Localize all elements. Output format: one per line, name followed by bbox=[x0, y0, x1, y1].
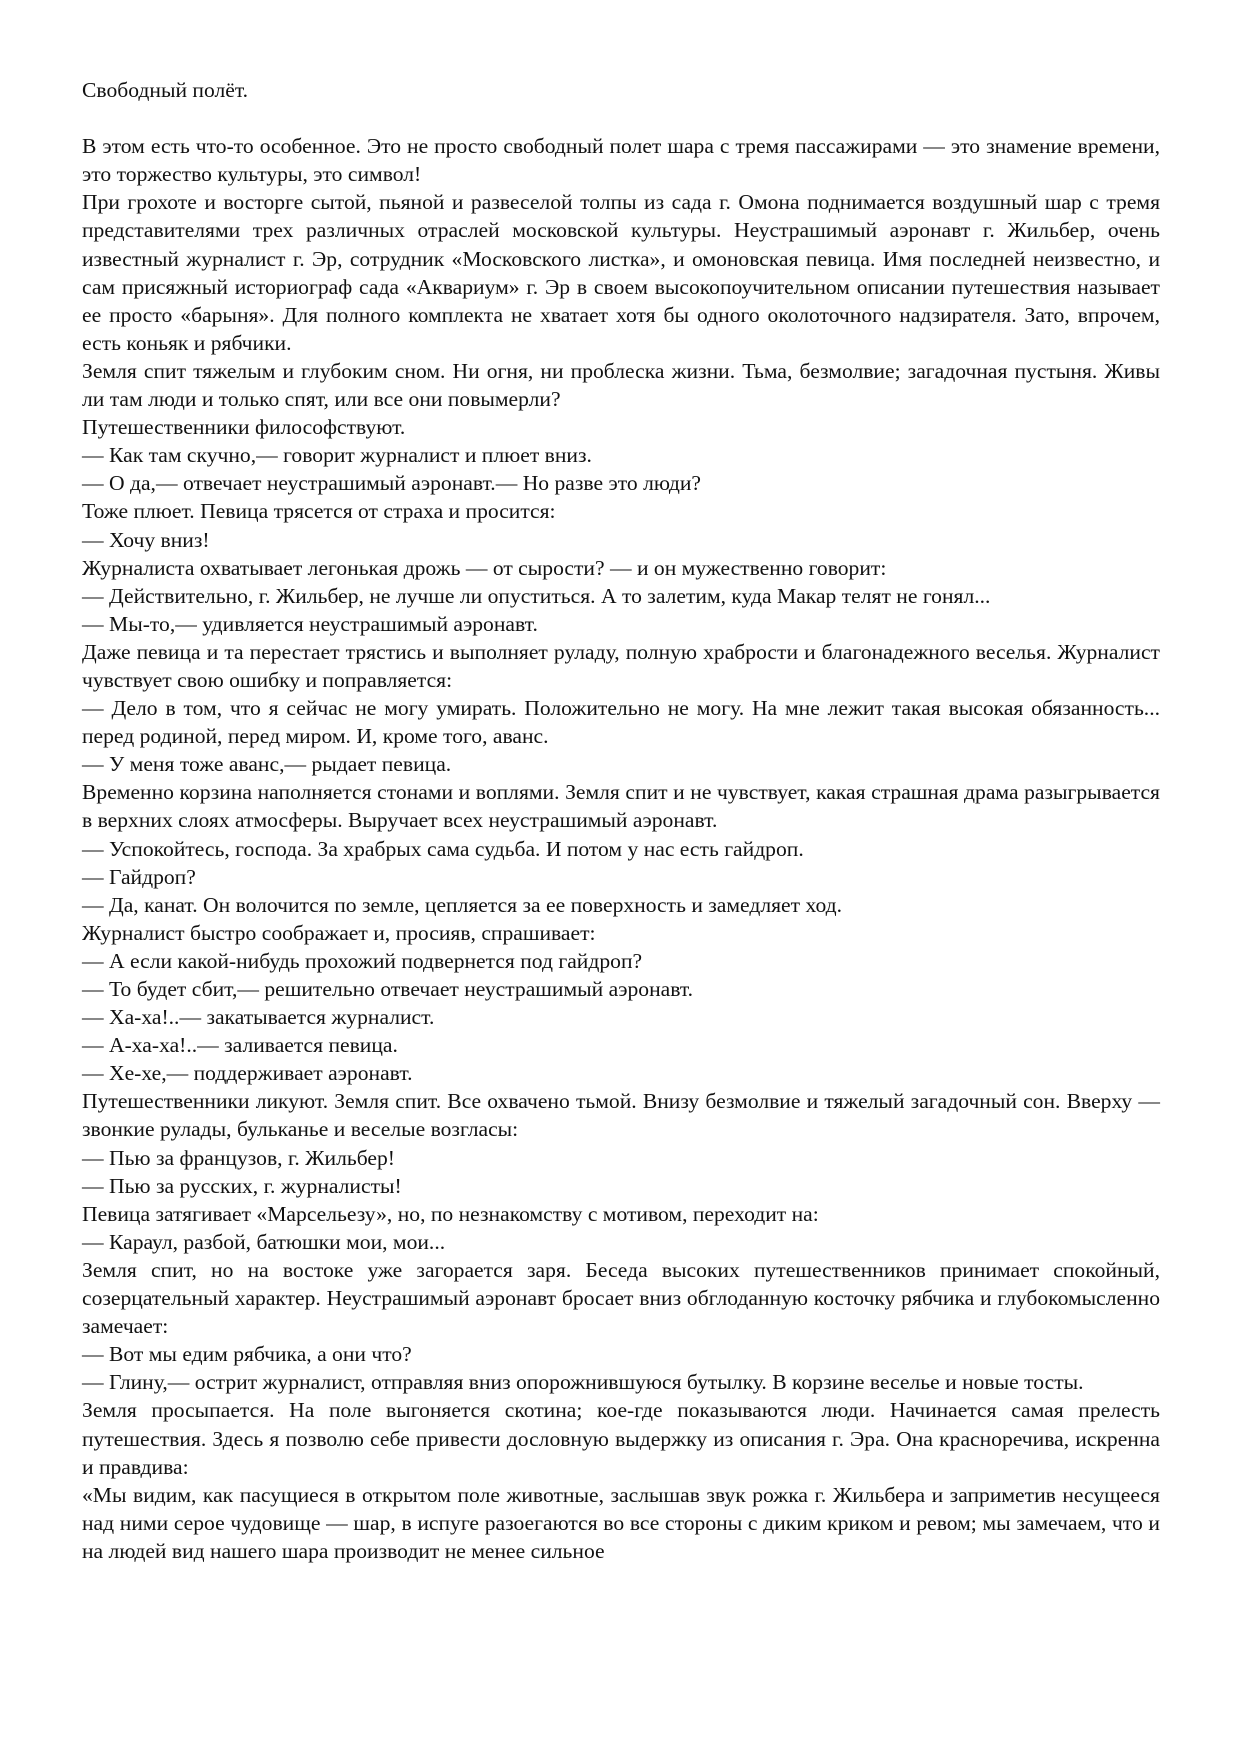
dialogue-line: — Мы-то,— удивляется неустрашимый аэронавт. bbox=[82, 611, 538, 636]
quotation: «Мы видим, как пасущиеся в открытом поле животные, заслышав звук рожка г. Жильбера и заприметив несущееся над ними серое чудовище — шар, в испуге разоегаются во все стороны с диким криком и ревом; мы замечаем, что и на людей вид нашего шара производит не менее сильное bbox=[82, 1482, 1160, 1563]
paragraph: Журналиста охватывает легонькая дрожь — от сырости? — и он мужественно говорит: bbox=[82, 555, 887, 580]
dialogue-line: — Пью за французов, г. Жильбер! bbox=[82, 1145, 395, 1170]
dialogue-line: — А если какой-нибудь прохожий подвернется под гайдроп? bbox=[82, 948, 643, 973]
paragraph: При грохоте и восторге сытой, пьяной и развеселой толпы из сада г. Омона поднимается воздушный шар с тремя представителями трех различных отраслей московской культуры. Неустрашимый аэронавт г. Жильбер, очень известный журналист г. Эр, сотрудник «Московского листка», и омоновская певица. Имя последней неизвестно, и сам присяжный историограф сада «Аквариум» г. Эр в своем высокопоучительном описании путешествия называет ее просто «барыня». Для полного комплекта не хватает хотя бы одного околоточного надзирателя. Зато, впрочем, есть коньяк и рябчики. bbox=[82, 190, 1160, 355]
paragraph: В этом есть что-то особенное. Это не просто свободный полет шара с тремя пассажирами — это знамение времени, это торжество культуры, это символ! bbox=[82, 134, 1160, 187]
dialogue-line: — Успокойтесь, господа. За храбрых сама судьба. И потом у нас есть гайдроп. bbox=[82, 836, 804, 861]
dialogue-line: — Гайдроп? bbox=[82, 864, 196, 889]
dialogue-line: — Глину,— острит журналист, отправляя вниз опорожнившуюся бутылку. В корзине веселье и новые тосты. bbox=[82, 1370, 1084, 1395]
dialogue-line: — Хе-хе,— поддерживает аэронавт. bbox=[82, 1061, 413, 1086]
paragraph: Певица затягивает «Марсельезу», но, по незнакомству с мотивом, переходит на: bbox=[82, 1201, 819, 1226]
paragraph: Временно корзина наполняется стонами и воплями. Земля спит и не чувствует, какая страшная драма разыгрывается в верхних слоях атмосферы. Выручает всех неустрашимый аэронавт. bbox=[82, 780, 1160, 833]
dialogue-line: — То будет сбит,— решительно отвечает неустрашимый аэронавт. bbox=[82, 977, 694, 1001]
paragraph: Путешественники философствуют. bbox=[82, 415, 406, 440]
paragraph: Даже певица и та перестает трястись и выполняет руладу, полную храбрости и благонадежного веселья. Журналист чувствует свою ошибку и поправляется: bbox=[82, 639, 1160, 692]
dialogue-line: — Дело в том, что я сейчас не могу умирать. Положительно не могу. На мне лежит такая высокая обязанность... перед родиной, перед миром. И, кроме того, аванс. bbox=[82, 696, 1160, 749]
paragraph: Земля просыпается. На поле выгоняется скотина; кое-где показываются люди. Начинается самая прелесть путешествия. Здесь я позволю себе привести дословную выдержку из описания г. Эра. Она красноречива, искренна и правдива: bbox=[82, 1398, 1160, 1479]
dialogue-line: — О да,— отвечает неустрашимый аэронавт.— Но разве это люди? bbox=[82, 471, 702, 496]
dialogue-line: — Да, канат. Он волочится по земле, цепляется за ее поверхность и замедляет ход. bbox=[82, 892, 843, 917]
paragraph: Тоже плюет. Певица трясется от страха и просится: bbox=[82, 499, 556, 524]
paragraph: Земля спит, но на востоке уже загорается заря. Беседа высоких путешественников принимает спокойный, созерцательный характер. Неустрашимый аэронавт бросает вниз обглоданную косточку рябчика и глубокомысленно замечает: bbox=[82, 1257, 1160, 1339]
paragraph: Путешественники ликуют. Земля спит. Все охвачено тьмой. Внизу безмолвие и тяжелый загадочный сон. Вверху — звонкие рулады, бульканье и веселые возгласы: bbox=[82, 1089, 1160, 1142]
document-title: Свободный полёт. bbox=[82, 78, 249, 102]
dialogue-line: — Пью за русских, г. журналисты! bbox=[82, 1173, 402, 1198]
document-page bbox=[82, 76, 1160, 1565]
dialogue-line: — Как там скучно,— говорит журналист и плюет вниз. bbox=[82, 443, 592, 468]
dialogue-line: — Ха-ха!..— закатывается журналист. bbox=[82, 1005, 435, 1030]
dialogue-line: — А-ха-ха!..— заливается певица. bbox=[82, 1033, 398, 1058]
document-body bbox=[82, 132, 1160, 1565]
paragraph: Земля спит тяжелым и глубоким сном. Ни огня, ни проблеска жизни. Тьма, безмолвие; загадочная пустыня. Живы ли там люди и только спят, или все они повымерли? bbox=[82, 358, 1160, 412]
paragraph: Журналист быстро соображает и, просияв, спрашивает: bbox=[82, 920, 596, 945]
dialogue-line: — Вот мы едим рябчика, а они что? bbox=[82, 1342, 412, 1367]
dialogue-line: — Хочу вниз! bbox=[82, 527, 210, 552]
dialogue-line: — У меня тоже аванс,— рыдает певица. bbox=[82, 752, 452, 777]
dialogue-line: — Караул, разбой, батюшки мои, мои... bbox=[82, 1229, 446, 1254]
dialogue-line: — Действительно, г. Жильбер, не лучше ли опуститься. А то залетим, куда Макар телят не гонял... bbox=[82, 583, 991, 608]
